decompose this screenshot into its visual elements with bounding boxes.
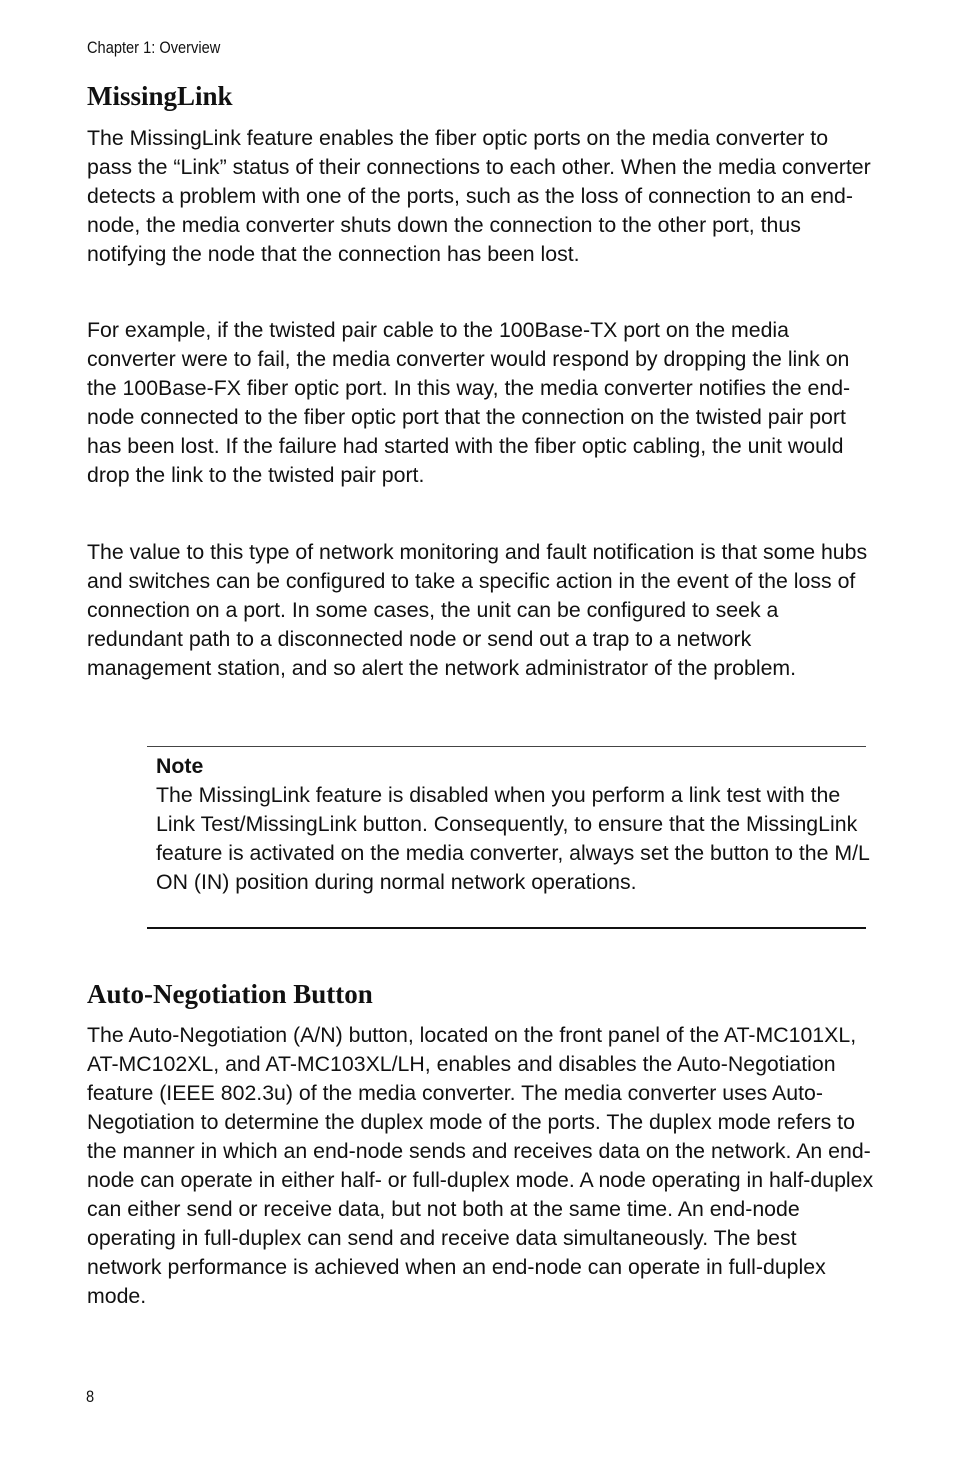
note-box	[147, 746, 870, 929]
paragraph-missinglink-example: For example, if the twisted pair cable to the 100Base-TX port on the media converter were to fail, the media converter would respond by dropping the link on the 100Base-FX fiber optic port. In this way, the media converter notifies the end-node connected to the fiber optic port that the connection on the twisted pair port has been lost. If the failure had started with the fiber optic cabling, the unit would drop the link to the twisted pair port.	[87, 318, 851, 487]
section-heading-missinglink: MissingLink	[87, 81, 233, 111]
paragraph-missinglink-value: The value to this type of network monitoring and fault notification is that some hubs and switches can be configured to take a specific action in the event of the loss of connection on a port. In some cases, the unit can be configured to seek a redundant path to a disconnected node or send out a trap to a network management station, and so alert the network administrator of the problem.	[87, 540, 868, 680]
running-header: Chapter 1: Overview	[87, 38, 221, 57]
paragraph-missinglink-intro: The MissingLink feature enables the fiber optic ports on the media converter to pass the “Link” status of their connections to each other. When the media converter detects a problem with one of the ports, such as the loss of connection to an end-node, the media converter shuts down the connection to the other port, thus notifying the node that the connection has been lost.	[87, 126, 871, 266]
page-number: 8	[86, 1387, 95, 1406]
section-heading-auto-negotiation: Auto-Negotiation Button	[87, 979, 373, 1009]
paragraph-auto-negotiation: The Auto-Negotiation (A/N) button, located on the front panel of the AT-MC101XL, AT-MC102XL, and AT-MC103XL/LH, enables and disables the Auto-Negotiation feature (IEEE 802.3u) of the media converter. The media converter uses Auto-Negotiation to determine the duplex mode of the ports. The duplex mode refers to the manner in which an end-node sends and receives data on the network. An end-node can operate in either half- or full-duplex mode. A node operating in half-duplex can either send or receive data, but not both at the same time. An end-node operating in full-duplex can send and receive data simultaneously. The best network performance is achieved when an end-node can operate in full-duplex mode.	[87, 1023, 874, 1308]
note-title: Note	[156, 754, 204, 778]
note-body: The MissingLink feature is disabled when you perform a link test with the Link Test/MissingLink button. Consequently, to ensure that the MissingLink feature is activated on the media converter, always set the button to the M/L ON (IN) position during normal network operations.	[156, 783, 870, 894]
